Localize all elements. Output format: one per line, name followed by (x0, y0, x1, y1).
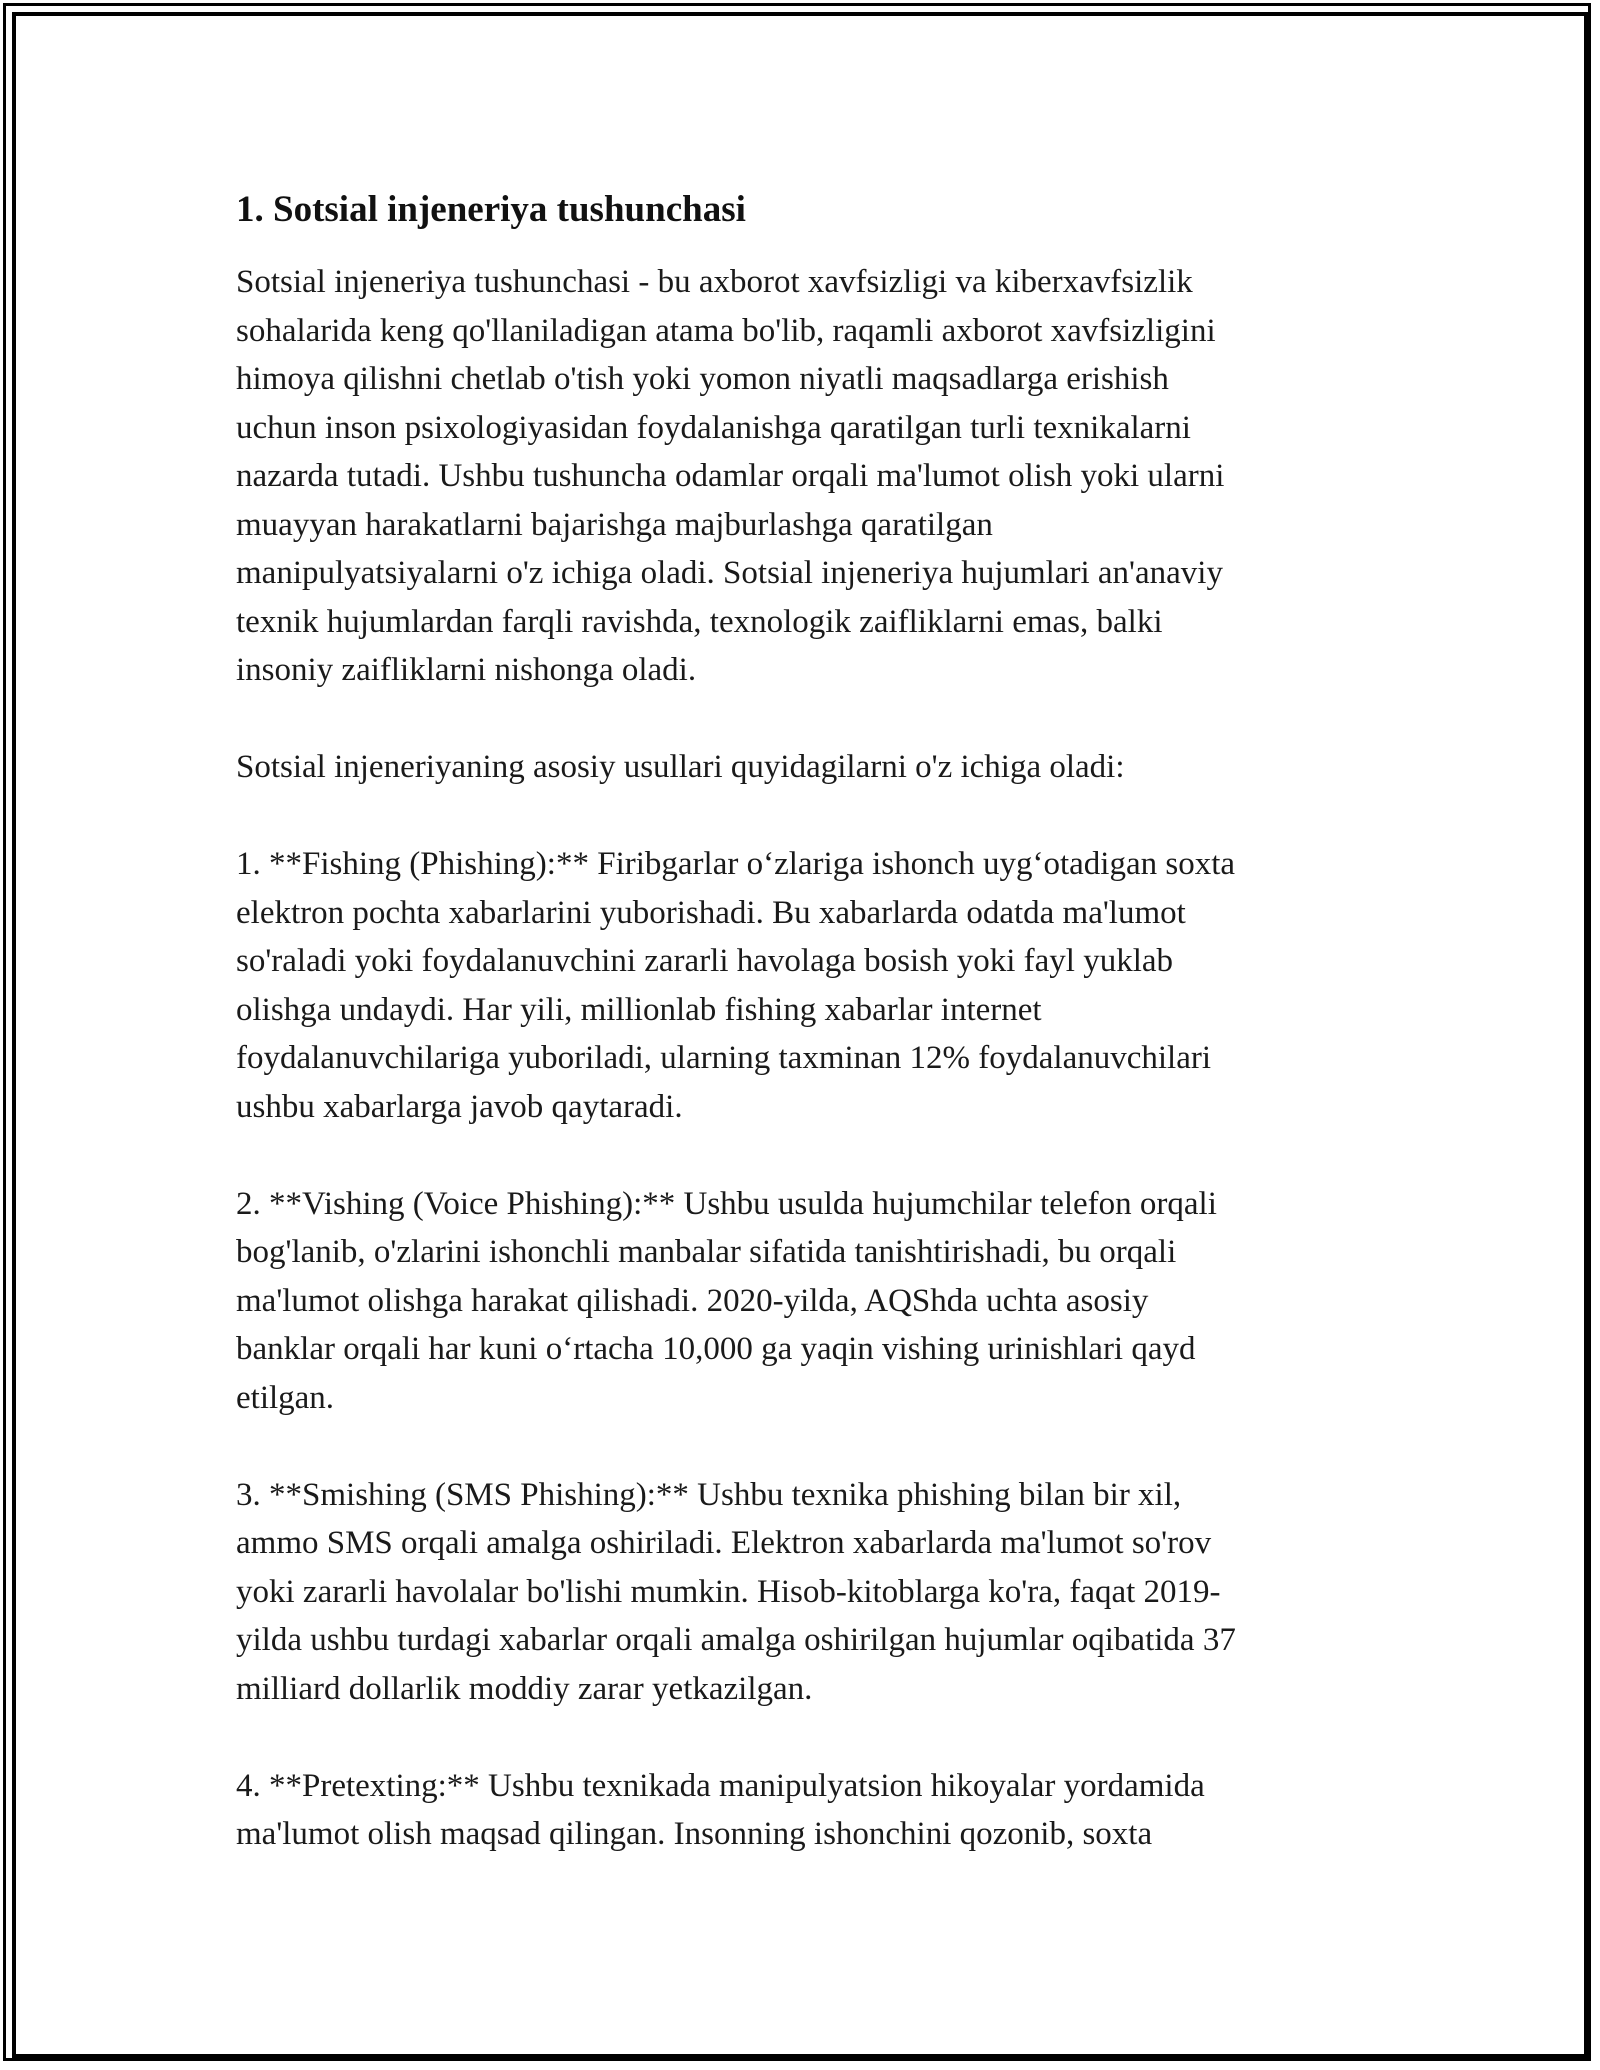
text-line: bog'lanib, o'zlarini ishonchli manbalar sifatida tanishtirishadi, bu orqali (236, 1234, 1177, 1270)
text-line: 1. **Fishing (Phishing):** Firibgarlar o‘zlariga ishonch uyg‘otadigan soxta (236, 846, 1236, 882)
text-line: banklar orqali har kuni o‘rtacha 10,000 ga yaqin vishing urinishlari qayd (236, 1331, 1196, 1367)
text-line: yilda ushbu turdagi xabarlar orqali amalga oshirilgan hujumlar oqibatida 37 (236, 1622, 1236, 1658)
text-line: milliard dollarlik moddiy zarar yetkazilgan. (236, 1670, 813, 1707)
document-body (236, 186, 1366, 1907)
text-line: nazarda tutadi. Ushbu tushuncha odamlar orqali ma'lumot olish yoki ularni (236, 458, 1225, 494)
text-line: manipulyatsiyalarni o'z ichiga oladi. Sotsial injeneriya hujumlari an'anaviy (236, 555, 1223, 591)
paragraph-intro (236, 258, 1366, 695)
paragraph-pretexting (236, 1762, 1366, 1859)
text-line: Sotsial injeneriya tushunchasi - bu axborot xavfsizligi va kiberxavfsizlik (236, 264, 1193, 300)
text-line: texnik hujumlardan farqli ravishda, texnologik zaifliklarni emas, balki (236, 603, 1163, 640)
text-line: himoya qilishni chetlab o'tish yoki yomon niyatli maqsadlarga erishish (236, 361, 1169, 397)
text-line: yoki zararli havolalar bo'lishi mumkin. Hisob-kitoblarga ko'ra, faqat 2019- (236, 1573, 1221, 1610)
paragraph-smishing (236, 1471, 1366, 1714)
text-line: etilgan. (236, 1379, 335, 1416)
text-line: foydalanuvchilariga yuboriladi, ularning taxminan 12% foydalanuvchilari (236, 1040, 1212, 1076)
text-line: ma'lumot olishga harakat qilishadi. 2020-yilda, AQShda uchta asosiy (236, 1282, 1149, 1319)
text-line: elektron pochta xabarlarini yuborishadi. Bu xabarlarda odatda ma'lumot (236, 894, 1186, 931)
text-line: insoniy zaifliklarni nishonga oladi. (236, 652, 697, 688)
text-line: 2. **Vishing (Voice Phishing):** Ushbu usulda hujumchilar telefon orqali (236, 1185, 1217, 1222)
text-line: muayyan harakatlarni bajarishga majburlashga qaratilgan (236, 506, 993, 543)
text-line: sohalarida keng qo'llaniladigan atama bo'lib, raqamli axborot xavfsizligini (236, 312, 1216, 349)
text-line: Sotsial injeneriyaning asosiy usullari quyidagilarni o'z ichiga oladi: (236, 749, 1125, 785)
text-line: uchun inson psixologiyasidan foydalanishga qaratilgan turli texnikalarni (236, 409, 1191, 446)
paragraph-vishing (236, 1180, 1366, 1423)
text-line: ma'lumot olish maqsad qilingan. Insonning ishonchini qozonib, soxta (236, 1816, 1153, 1852)
text-line: 4. **Pretexting:** Ushbu texnikada manipulyatsion hikoyalar yordamida (236, 1767, 1205, 1804)
paragraph-methods-intro (236, 743, 1366, 792)
text-line: 3. **Smishing (SMS Phishing):** Ushbu texnika phishing bilan bir xil, (236, 1476, 1182, 1513)
paragraph-phishing (236, 840, 1366, 1131)
text-line: ammo SMS orqali amalga oshiriladi. Elektron xabarlarda ma'lumot so'rov (236, 1525, 1212, 1561)
text-line: ushbu xabarlarga javob qaytaradi. (236, 1088, 683, 1125)
section-heading: 1. Sotsial injeneriya tushunchasi (236, 189, 746, 230)
text-line: so'raladi yoki foydalanuvchini zararli havolaga bosish yoki fayl yuklab (236, 943, 1174, 979)
text-line: olishga undaydi. Har yili, millionlab fishing xabarlar internet (236, 991, 1042, 1028)
